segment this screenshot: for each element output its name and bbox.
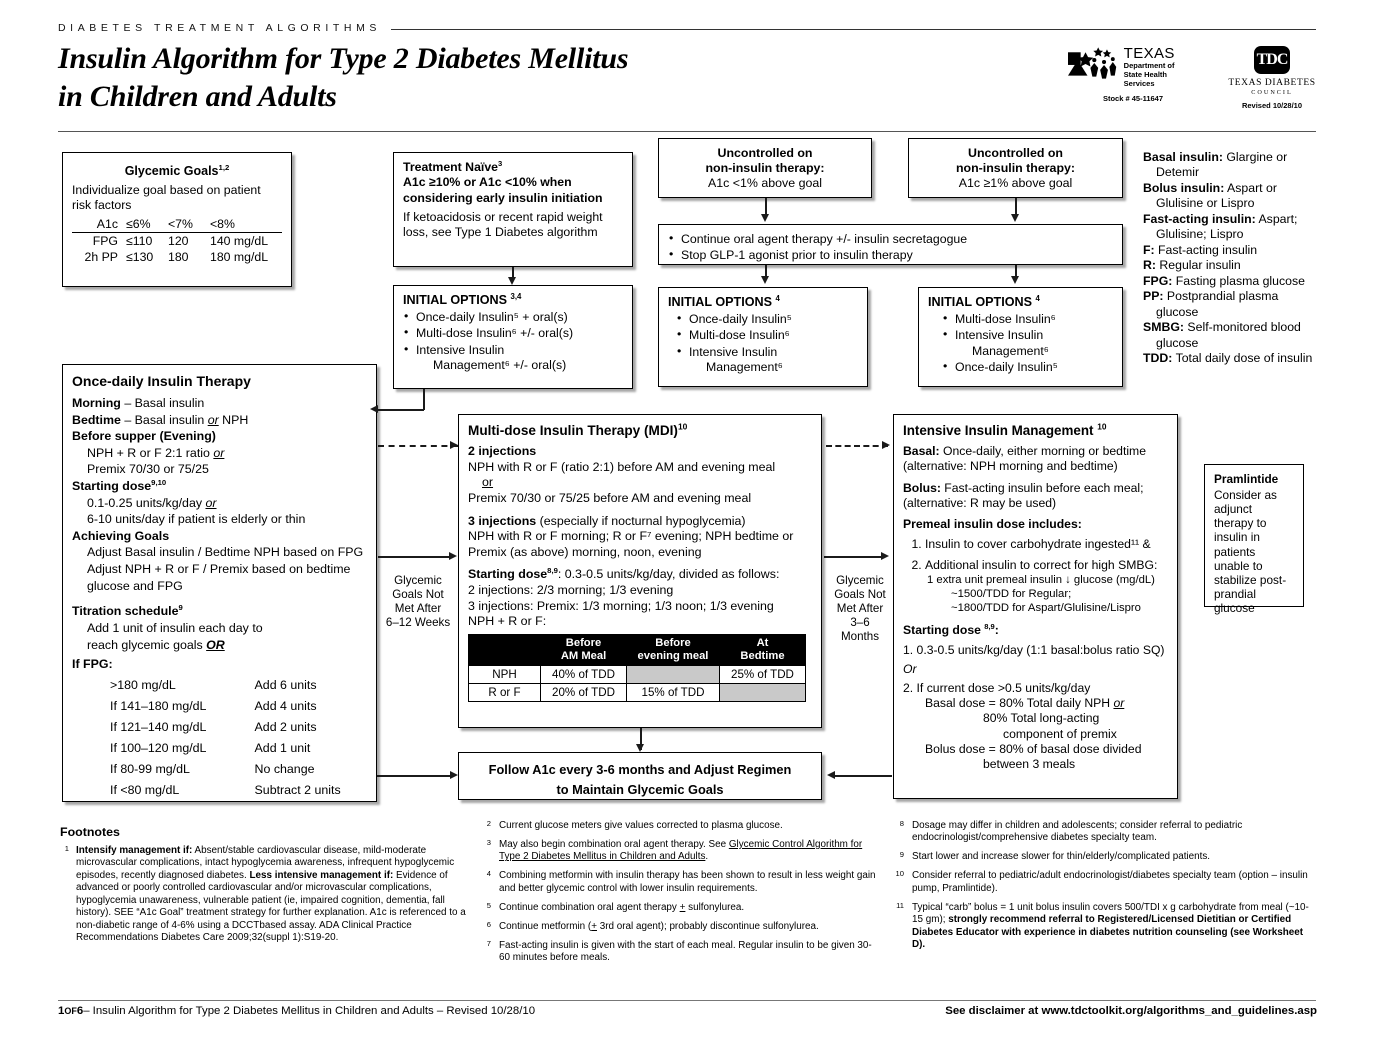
legend-item-pp: PP: Postprandial plasma glucose xyxy=(1143,289,1279,319)
uncontrolled-ge-line2: non-insulin therapy: xyxy=(955,161,1076,176)
list-item: • Intensive Insulin Management⁶ +/- oral(s) xyxy=(403,343,623,374)
iim-start-line1: 1. 0.3-0.5 units/kg/day (1:1 basal:bolus ratio SQ) xyxy=(903,643,1165,658)
arrowhead-left-icon xyxy=(370,405,378,413)
cell: 15% of TDD xyxy=(627,683,720,701)
mdi-2inj-line1: NPH with R or F (ratio 2:1) before AM and evening meal xyxy=(468,459,776,474)
page-title-line2: in Children and Adults xyxy=(58,80,337,114)
mdi-two-injections-block xyxy=(468,444,812,507)
once-daily-ach-line2: Adjust NPH + R or F / Premix based on bedtime xyxy=(87,562,351,577)
glycemic-goals-box xyxy=(62,152,292,287)
col-header-blank xyxy=(469,634,541,665)
row-label-nph: NPH xyxy=(469,665,541,683)
initial-options-3-list xyxy=(928,312,1113,376)
footnote-7: 7 Fast-acting insulin is given with the start of each meal. Regular insulin to be given 30-60 minutes before meals. xyxy=(486,938,872,964)
conn-right-l2: Goals Not xyxy=(834,587,886,601)
list-item: • Intensive Insulin Management⁶ xyxy=(942,328,1113,359)
uncontrolled-ge-line3: A1c ≥1% above goal xyxy=(958,176,1073,191)
iim-premeal-list xyxy=(903,537,1168,615)
treatment-naive-heading: Treatment Naïve$^3$ xyxy=(403,158,503,174)
fpg-range: If <80 mg/dL xyxy=(110,783,180,798)
initial-options-1-box xyxy=(393,285,633,389)
tdc-badge-icon: TDC xyxy=(1254,46,1290,74)
cell: ≤130 xyxy=(126,250,154,264)
once-daily-before-supper-heading: Before supper (Evening) xyxy=(72,429,216,444)
fpg-action: No change xyxy=(254,762,315,777)
col-header-lt8: <8% xyxy=(208,216,282,233)
conn-right-l4: 3–6 xyxy=(850,615,870,629)
connector-label-right xyxy=(825,574,895,644)
arrow-io1-down xyxy=(423,389,425,410)
fpg-range: If 100–120 mg/dL xyxy=(110,741,207,756)
follow-line2: to Maintain Glycemic Goals xyxy=(556,781,724,797)
treatment-naive-body: If ketoacidosis or recent rapid weight loss, see Type 1 Diabetes algorithm xyxy=(403,210,603,240)
arrowhead-down-icon xyxy=(636,744,644,752)
footnote-2: 2 Current glucose meters give values corrected to plasma glucose. xyxy=(486,819,783,831)
table-row xyxy=(72,249,282,265)
arrow-mdi-to-iim xyxy=(824,556,882,558)
footnote-8: 8 Dosage may differ in children and adolescents; consider referral to pediatric endocrinologist/comprehensive diabetes specialty team. xyxy=(899,819,1243,844)
once-daily-bs-line2: Premix 70/30 or 75/25 xyxy=(87,462,209,477)
connector-label-left xyxy=(379,574,457,630)
table-row xyxy=(469,665,806,683)
footnote-10: 10 Consider referral to pediatric/adult endocrinologist/diabetes specialty team (option – insulin pump, Pramlintide). xyxy=(895,869,1308,894)
dashed-connector-right xyxy=(826,445,888,447)
page-title-line1: Insulin Algorithm for Type 2 Diabetes Mellitus xyxy=(58,42,629,75)
iim-start-heading: Starting dose $^{8,9}$: xyxy=(903,622,999,638)
cell: 140 mg/dL xyxy=(210,234,269,248)
iim-basal-block xyxy=(903,444,1168,475)
mdi-starting-dose-block xyxy=(468,567,812,630)
multi-dose-insulin-therapy-box xyxy=(458,414,822,728)
row-label-rorf: R or F xyxy=(469,683,541,701)
initial-options-2-box xyxy=(658,287,868,387)
list-item: • Once-daily Insulin⁵ + oral(s) xyxy=(403,310,623,325)
footer-divider xyxy=(58,1000,1316,1001)
fpg-action: Add 2 units xyxy=(254,720,317,735)
iim-start-line6: Bolus dose = 80% of basal dose divided xyxy=(925,741,1142,756)
fpg-action: Add 1 unit xyxy=(254,741,311,756)
page-total: 6 xyxy=(76,1005,84,1017)
cell: 180 mg/dL xyxy=(210,250,269,264)
abbreviation-legend xyxy=(1143,150,1323,367)
intensive-insulin-management-box xyxy=(893,414,1178,799)
initial-options-3-title: INITIAL OPTIONS $^4$ xyxy=(928,293,1040,309)
legend-item-smbg: SMBG: Self-monitored blood glucose xyxy=(1143,320,1301,350)
cell: 180 xyxy=(168,250,189,264)
once-daily-tit-line1: Add 1 unit of insulin each day to xyxy=(87,620,263,635)
list-item: • Intensive Insulin Management⁶ xyxy=(676,345,858,376)
conn-right-l1: Glycemic xyxy=(836,574,884,587)
treatment-naive-box xyxy=(393,152,633,267)
mdi-start-line1: 2 injections: 2/3 morning; 1/3 evening xyxy=(468,583,674,597)
footnotes-title: Footnotes xyxy=(60,825,120,839)
mdi-start-heading: Starting dose$^{8,9}$: 0.3-0.5 units/kg/day, divided as follows: xyxy=(468,566,780,582)
arrowhead-right-icon xyxy=(449,552,457,560)
conn-right-l3: Met After xyxy=(836,601,884,615)
footnote-3: 3 May also begin combination oral agent therapy. See Glycemic Control Algorithm for Type 2 Diabetes Mellitus in Children and Adults. xyxy=(486,837,863,863)
table-row xyxy=(72,759,367,780)
page-title xyxy=(58,40,818,117)
tdc-name: TEXAS DIABETES xyxy=(1228,78,1316,88)
legend-item-fastacting: Fast-acting insulin: Aspart; Glulisine; Lispro xyxy=(1143,211,1298,242)
texas-diabetes-council-logo xyxy=(1224,46,1320,110)
continue-oral-list xyxy=(668,232,1113,264)
once-daily-sd-line1: 0.1-0.25 units/kg/day or xyxy=(87,495,217,510)
eyebrow-rule xyxy=(391,29,1316,30)
fpg-titration-table xyxy=(72,675,367,801)
uncontrolled-lt-line2: non-insulin therapy: xyxy=(705,161,825,176)
col-header-le6: ≤6% xyxy=(120,216,166,233)
footnote-5: 5 Continue combination oral agent therapy + sulfonylurea. xyxy=(486,900,745,913)
iim-start-or: Or xyxy=(903,661,917,676)
glycemic-goals-title: Glycemic Goals$^{1,2}$ xyxy=(124,162,230,178)
mdi-three-injections-block xyxy=(468,514,812,561)
footnote-1-text: Intensify management if: Absent/stable cardiovascular disease, mild-moderate microvascular complications, intact hypoglycemia awareness, infrequent hypoglycemic episodes, recently diagnosed diabetes. Less intensive management if: Evidence of advanced or poorly controlled cardiovascular and/or microvascular complications, hypoglycemia unawareness, vulnerable patient (ie, impaired cognition, dementia, fall history). SEE “A1c Goal” treatment strategy for further explanation. A1c is referenced to a non-diabetic range of 4-6% using a DCCTbased assay. ADA Clinical Practice Recommendations Diabetes Care 2009;32(suppl 1):S19-20. xyxy=(76,845,466,944)
footer-left xyxy=(58,1005,535,1017)
texas-logo-wordmark: TEXAS xyxy=(1123,45,1175,62)
conn-right-l5: Months xyxy=(840,629,880,643)
once-daily-bs-line1: NPH + R or F 2:1 ratio or xyxy=(87,445,225,460)
once-daily-starting-dose-heading: Starting dose$^{9,10}$ xyxy=(72,477,167,494)
iim-premeal-heading: Premeal insulin dose includes: xyxy=(903,517,1082,531)
list-item: • Multi-dose Insulin⁶ xyxy=(942,312,1113,327)
arrow-oncedaily-to-mdi xyxy=(378,556,450,558)
cell-shaded xyxy=(719,683,805,701)
iim-start-line4: 80% Total long-acting xyxy=(983,711,1100,726)
table-row xyxy=(72,738,367,759)
footnote-11: 11 Typical “carb” bolus = 1 unit bolus insulin covers 500/TDI x g carbohydrate from meal (~10-15 gm); strongly recommend referral to Registered/Licensed Dietitian or Certified Diabetes Educator with experience in diabetes nutrition counseling (see Worksheet D). xyxy=(896,900,1309,951)
initial-options-1-title: INITIAL OPTIONS $^{3,4}$ xyxy=(403,291,522,307)
col-header-lt7: <7% xyxy=(166,216,208,233)
once-daily-title: Once-daily Insulin Therapy xyxy=(72,373,251,389)
footer-doc-name: – Insulin Algorithm for Type 2 Diabetes Mellitus in Children and Adults – Revised 10/28/10 xyxy=(83,1005,536,1017)
col-header-before-evening: Before evening meal xyxy=(627,634,720,665)
list-item: 1. Insulin to cover carbohydrate ingested¹¹ & xyxy=(925,537,1168,552)
legend-item-tdd: TDD: Total daily dose of insulin xyxy=(1143,351,1313,366)
uncontrolled-lt-line3: A1c <1% above goal xyxy=(707,176,822,191)
initial-options-1-list xyxy=(403,310,623,374)
arrowhead-right-icon xyxy=(881,552,889,560)
cell: 20% of TDD xyxy=(541,683,627,701)
texas-logo-services: State Health Services xyxy=(1123,70,1168,88)
arrowhead-right-icon xyxy=(882,441,890,449)
list-item: • Multi-dose Insulin⁶ +/- oral(s) xyxy=(403,326,623,341)
iim-start-line2: 2. If current dose >0.5 units/kg/day xyxy=(903,680,1091,695)
stock-number: Stock # 45-11647 xyxy=(1102,94,1164,103)
treatment-naive-criteria-1: A1c ≥10% or A1c <10% when xyxy=(403,175,572,190)
conn-left-l3: Met After xyxy=(394,601,442,615)
iim-start-line3: Basal dose = 80% Total daily NPH or xyxy=(925,696,1125,711)
col-header-a1c: A1c xyxy=(72,216,120,233)
table-row xyxy=(72,717,367,738)
treatment-naive-criteria-2: considering early insulin initiation xyxy=(403,190,603,205)
once-daily-tit-line2: reach glycemic goals OR xyxy=(87,637,225,652)
tdc-council-label: COUNCIL xyxy=(1251,89,1293,96)
mdi-2inj-line2: Premix 70/30 or 75/25 before AM and evening meal xyxy=(468,490,752,505)
arrowhead-down-icon xyxy=(761,276,769,284)
footnote-9: 9 Start lower and increase slower for thin/elderly/complicated patients. xyxy=(899,850,1211,863)
once-daily-ach-line3: glucose and FPG xyxy=(87,578,183,593)
arrowhead-down-icon xyxy=(508,277,516,285)
list-item: • Multi-dose Insulin⁶ xyxy=(676,328,858,343)
mdi-2inj-or: or xyxy=(482,475,494,490)
mdi-title: Multi-dose Insulin Therapy (MDI)$^{10}$ xyxy=(468,421,688,438)
cell-shaded xyxy=(627,665,720,683)
mdi-start-line3: NPH + R or F: xyxy=(468,614,547,629)
mdi-3inj-heading: 3 injections (especially if nocturnal hypoglycemia) xyxy=(468,513,746,528)
arrowhead-down-icon xyxy=(1011,214,1019,222)
dashed-connector-left xyxy=(378,445,458,447)
follow-a1c-box xyxy=(458,752,822,800)
uncontrolled-lt-box xyxy=(658,138,872,198)
cell: 40% of TDD xyxy=(541,665,627,683)
uncontrolled-ge-line1: Uncontrolled on xyxy=(968,146,1063,160)
cell: 25% of TDD xyxy=(719,665,805,683)
footnotes-column-2 xyxy=(477,820,877,971)
iim-bolus-line1: Bolus: Fast-acting insulin before each meal; xyxy=(903,480,1144,495)
legend-item-basal: Basal insulin: Glargine or Detemir xyxy=(1143,150,1288,180)
iim-start-line5: component of premix xyxy=(1003,726,1117,741)
list-item: • Continue oral agent therapy +/- insulin secretagogue xyxy=(668,232,1113,247)
page-number: 1 xyxy=(58,1005,65,1017)
arrowhead-left-icon xyxy=(827,771,835,779)
conn-left-l2: Goals Not xyxy=(392,587,444,601)
header-divider xyxy=(58,131,1316,132)
list-item: • Once-daily Insulin⁵ xyxy=(676,312,858,327)
once-daily-titration-heading: Titration schedule$^9$ xyxy=(72,603,183,619)
uncontrolled-lt-line1: Uncontrolled on xyxy=(717,146,813,160)
initial-options-2-list xyxy=(668,312,858,376)
mdi-tdd-distribution-table xyxy=(468,634,806,702)
fpg-range: If 80-99 mg/dL xyxy=(110,762,190,777)
once-daily-bedtime: Bedtime – Basal insulin or NPH xyxy=(72,412,249,427)
once-daily-achieving-heading: Achieving Goals xyxy=(72,528,170,543)
once-daily-sd-line2: 6-10 units/day if patient is elderly or thin xyxy=(87,512,306,527)
uncontrolled-ge-box xyxy=(908,138,1123,198)
once-daily-morning: Morning – Basal insulin xyxy=(72,396,205,410)
pramlintide-box xyxy=(1204,464,1304,616)
list-item: • Stop GLP-1 agonist prior to insulin therapy xyxy=(668,248,1113,263)
arrow-io1-left xyxy=(377,409,424,411)
footnotes-column-3 xyxy=(890,820,1318,958)
cell: ≤110 xyxy=(126,234,153,248)
cell: 120 xyxy=(168,234,189,248)
pramlintide-title: Pramlintide xyxy=(1214,472,1279,486)
texas-star-people-icon xyxy=(1068,46,1119,80)
footnote-6: 6 Continue metformin (+ 3rd oral agent); probably discontinue sulfonylurea. xyxy=(486,919,819,932)
initial-options-2-title: INITIAL OPTIONS $^4$ xyxy=(668,293,780,309)
row-label-fpg: FPG xyxy=(92,234,118,248)
mdi-3inj-line2: Premix (as above) morning, noon, evening xyxy=(468,544,702,559)
follow-line1: Follow A1c every 3-6 months and Adjust Regimen xyxy=(488,762,792,777)
glycemic-goals-lead: Individualize goal based on patient risk factors xyxy=(72,183,261,212)
arrowhead-right-icon xyxy=(450,441,458,449)
table-row xyxy=(72,780,367,801)
logo-group xyxy=(1068,46,1320,110)
mdi-2inj-heading: 2 injections xyxy=(468,444,537,458)
list-item: 2. Additional insulin to correct for high SMBG: 1 extra unit premeal insulin ↓ glucose (mg/dL) ~1500/TDD for Regular; ~1800/TDD for Aspart/Glulisine/Lispro xyxy=(925,558,1168,616)
footnote-1: 1 Intensify management if: Absent/stable cardiovascular disease, mild-moderate microvascular complications, intact hypoglycemia awareness, infrequent hypoglycemic episodes, recently diagnosed diabetes. Less intensive management if: Evidence of advanced or poorly controlled cardiovascular and/or microvascular complications, hypoglycemia unawareness, vulnerable patient (ie, impaired cognition, dementia, fall history). SEE “A1c Goal” treatment strategy for further explanation. A1c is referenced to a non-diabetic range of 4-6% using a DCCTbased assay. ADA Clinical Practice Recommendations Diabetes Care 2009;32(suppl 1):S19-20. xyxy=(64,844,466,944)
eyebrow-label: DIABETES TREATMENT ALGORITHMS xyxy=(58,22,382,34)
fpg-action: Add 4 units xyxy=(254,699,317,714)
col-header-before-am: Before AM Meal xyxy=(541,634,627,665)
arrowhead-down-icon xyxy=(761,214,769,222)
glycemic-goals-table xyxy=(72,216,282,265)
conn-left-l1: Glycemic xyxy=(394,574,442,587)
mdi-3inj-line1: NPH with R or F morning; R or F⁷ evening; NPH bedtime or xyxy=(468,529,794,544)
iim-basal-line2: (alternative: NPH morning and bedtime) xyxy=(903,459,1118,474)
iim-basal-line1: Basal: Once-daily, either morning or bedtime xyxy=(903,444,1146,458)
list-item: • Once-daily Insulin⁵ xyxy=(942,360,1113,375)
arrowhead-right-icon xyxy=(450,771,458,779)
legend-item-r: R: Regular insulin xyxy=(1143,258,1241,273)
arrow-oncedaily-to-follow xyxy=(377,775,451,777)
table-header-row xyxy=(469,634,806,665)
arrowhead-down-icon xyxy=(1011,276,1019,284)
fpg-range: >180 mg/dL xyxy=(110,678,176,693)
once-daily-iffpg-heading: If FPG: xyxy=(72,657,113,672)
legend-item-fpg: FPG: Fasting plasma glucose xyxy=(1143,273,1305,288)
iim-title: Intensive Insulin Management $^{10}$ xyxy=(903,421,1107,438)
fpg-action: Subtract 2 units xyxy=(254,783,341,798)
legend-item-f: F: Fast-acting insulin xyxy=(1143,242,1258,257)
fpg-range: If 141–180 mg/dL xyxy=(110,699,207,714)
conn-left-l4: 6–12 Weeks xyxy=(385,615,451,629)
eyebrow-row xyxy=(58,22,1316,34)
texas-dshs-logo xyxy=(1068,46,1198,103)
fpg-action: Add 6 units xyxy=(254,678,317,693)
row-label-2hpp: 2h PP xyxy=(84,250,118,264)
initial-options-3-box xyxy=(918,287,1123,387)
iim-bolus-line2: (alternative: R may be used) xyxy=(903,495,1057,510)
footer-disclaimer: See disclaimer at www.tdctoolkit.org/algorithms_and_guidelines.asp xyxy=(945,1005,1317,1017)
col-header-at-bedtime: At Bedtime xyxy=(719,634,805,665)
revised-date: Revised 10/28/10 xyxy=(1241,101,1303,110)
mdi-start-line2: 3 injections: Premix: 1/3 morning; 1/3 noon; 1/3 evening xyxy=(468,598,774,613)
once-daily-ach-line1: Adjust Basal insulin / Bedtime NPH based on FPG xyxy=(87,545,364,560)
arrow-iim-to-follow xyxy=(834,775,892,777)
texas-logo-dept: Department of xyxy=(1123,61,1175,70)
once-daily-insulin-therapy-box xyxy=(62,364,377,802)
footnotes-column-1 xyxy=(60,845,475,951)
iim-bolus-block xyxy=(903,481,1168,512)
table-row xyxy=(72,696,367,717)
table-header-row xyxy=(72,216,282,233)
footnote-4: 4 Combining metformin with insulin therapy has been shown to result in less weight gain and better glycemic control with lower insulin requirements. xyxy=(486,869,876,894)
table-row xyxy=(469,683,806,701)
iim-start-line7: between 3 meals xyxy=(983,757,1076,772)
table-row xyxy=(72,233,282,250)
continue-oral-box xyxy=(658,224,1123,265)
fpg-range: If 121–140 mg/dL xyxy=(110,720,207,735)
legend-item-bolus: Bolus insulin: Aspart or Glulisine or Lispro xyxy=(1143,180,1277,211)
page-of-label: OF xyxy=(64,1006,77,1016)
pramlintide-body: Consider as adjunct therapy to insulin in patients unable to stabilize post-prandial glucose xyxy=(1214,488,1287,616)
table-row xyxy=(72,675,367,696)
